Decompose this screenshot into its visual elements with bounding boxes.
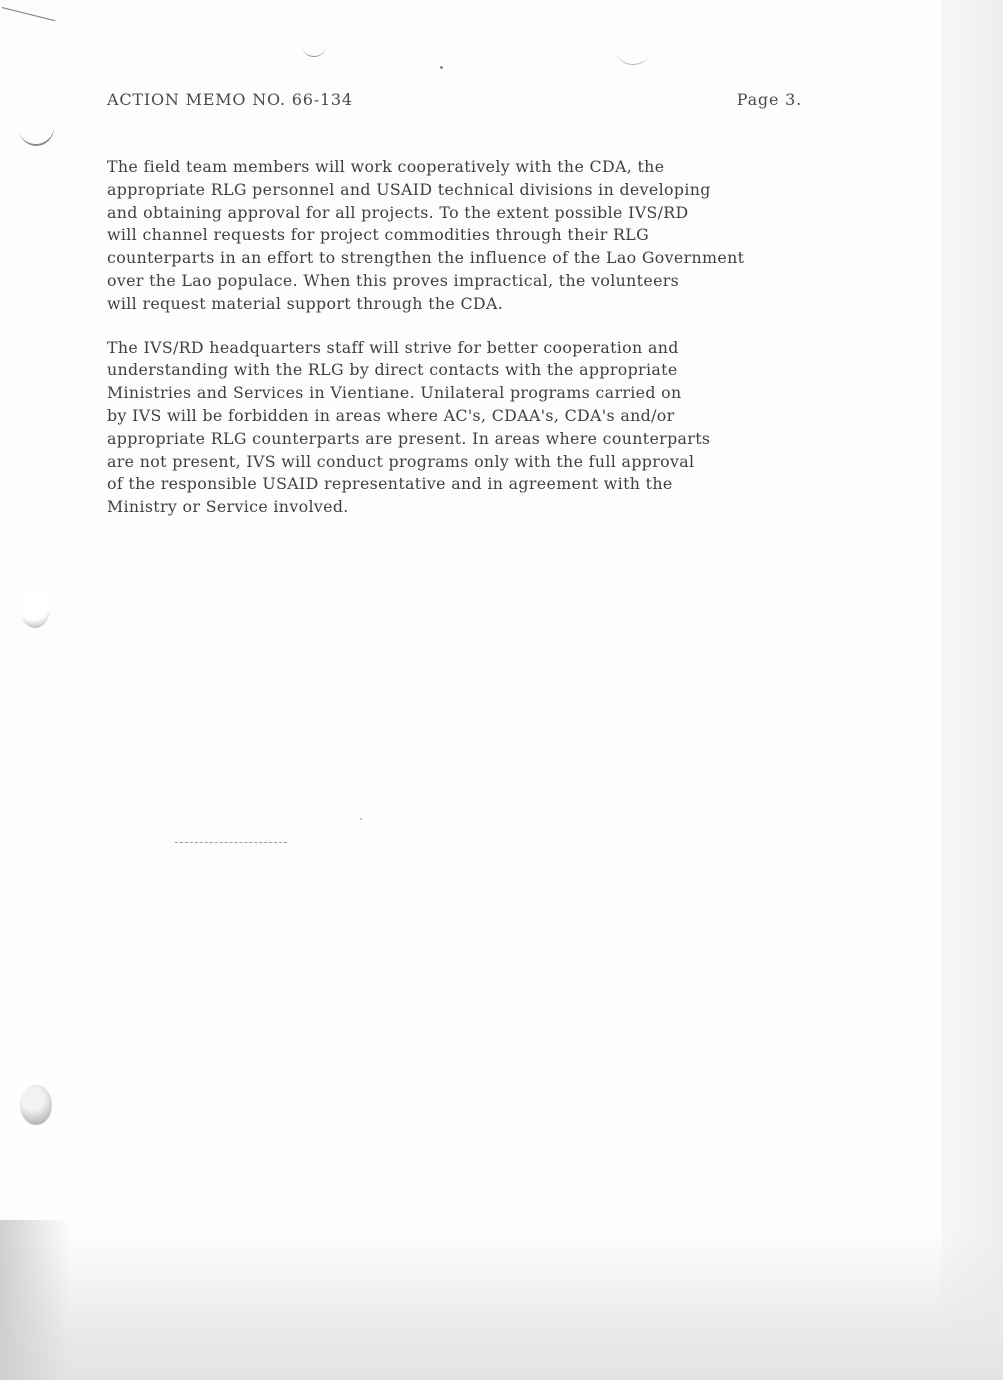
paragraph-field-team [107, 156, 849, 316]
text-line: Ministry or Service involved. [107, 497, 349, 517]
scan-speck [360, 818, 362, 820]
memo-header [107, 90, 802, 114]
text-line: appropriate RLG counterparts are present. In areas where counterparts [107, 428, 711, 448]
corner-scan-mark [0, 7, 55, 43]
text-line: appropriate RLG personnel and USAID technical divisions in developing [107, 179, 711, 199]
text-line: counterparts in an effort to strengthen the influence of the Lao Government [107, 248, 745, 268]
bottom-scan-shadow [0, 1230, 1003, 1380]
text-line: and obtaining approval for all projects. To the extent possible IVS/RD [107, 202, 689, 222]
staple-mark [302, 36, 326, 57]
text-line: by IVS will be forbidden in areas where AC's, CDAA's, CDA's and/or [107, 405, 675, 425]
faint-dashed-line [175, 842, 287, 843]
text-line: understanding with the RLG by direct contacts with the appropriate [107, 360, 678, 380]
text-line: will request material support through the CDA. [107, 293, 504, 313]
text-line: of the responsible USAID representative and in agreement with the [107, 474, 673, 494]
page-edge-shadow [941, 0, 1003, 1380]
text-line: over the Lao populace. When this proves impractical, the volunteers [107, 270, 680, 290]
scan-speck [440, 66, 443, 69]
memo-body [107, 156, 849, 540]
binder-hole-bottom [20, 1085, 52, 1125]
text-line: will channel requests for project commodities through their RLG [107, 225, 650, 245]
text-line: The field team members will work cooperatively with the CDA, the [107, 157, 665, 176]
text-line: The IVS/RD headquarters staff will strive for better cooperation and [107, 337, 679, 357]
page-number: Page 3. [736, 90, 802, 109]
text-line: are not present, IVS will conduct programs only with the full approval [107, 451, 695, 471]
text-line: Ministries and Services in Vientiane. Unilateral programs carried on [107, 383, 682, 403]
paragraph-headquarters-staff [107, 337, 849, 519]
bottom-left-scan-shadow [0, 1220, 70, 1380]
memo-number: ACTION MEMO NO. 66-134 [107, 90, 353, 109]
binder-hole-middle [20, 590, 50, 628]
binder-hole-top [15, 105, 57, 149]
staple-mark [617, 40, 649, 65]
